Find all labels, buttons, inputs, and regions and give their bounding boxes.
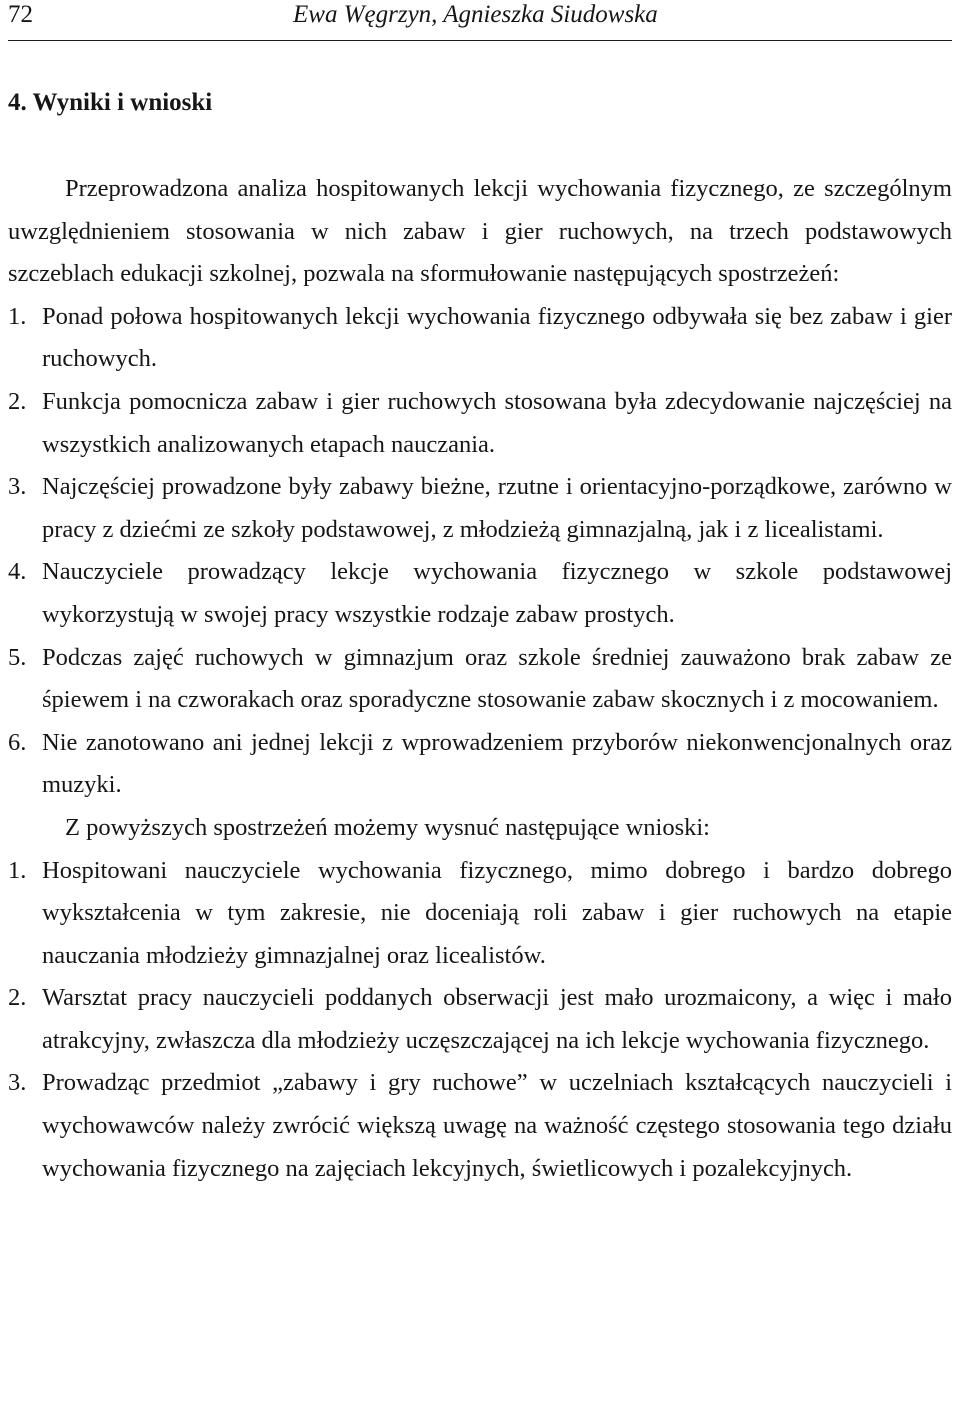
list-item-text: Ponad połowa hospitowanych lekcji wychowania fizycznego odbywała się bez zabaw i gier ruchowych. bbox=[42, 302, 952, 373]
list-item-text: Warsztat pracy nauczycieli poddanych obserwacji jest mało urozmaicony, a więc i mało atrakcyjny, zwłaszcza dla młodzieży uczęszczającej na ich lekcje wychowania fizycznego. bbox=[42, 984, 952, 1054]
list-item-text: Hospitowani nauczyciele wychowania fizycznego, mimo dobrego i bardzo dobrego wykształcenia w tym zakresie, nie doceniają roli zabaw i gier ruchowych na etapie nauczania młodzieży gimnazjalnej oraz licealistów. bbox=[42, 856, 952, 969]
list-item bbox=[8, 551, 952, 636]
list-item-text: Nie zanotowano ani jednej lekcji z wprowadzeniem przyborów niekonwencjonalnych oraz muzyki. bbox=[42, 728, 952, 799]
list-item bbox=[8, 850, 952, 978]
list-item bbox=[8, 977, 952, 1062]
conclusions-list bbox=[8, 850, 952, 1191]
list-item bbox=[8, 722, 952, 807]
list-item-text: Prowadząc przedmiot „zabawy i gry ruchowe” w uczelniach kształcących nauczycieli i wychowawców należy zwrócić większą uwagę na ważność częstego stosowania tego działu wychowania fizycznego na zajęciach lekcyjnych, świetlicowych i pozalekcyjnych. bbox=[42, 1069, 952, 1182]
list-item-number: 5. bbox=[8, 643, 27, 671]
running-head: Ewa Węgrzyn, Agnieszka Siudowska bbox=[293, 1, 658, 28]
page-number: 72 bbox=[8, 1, 33, 28]
list-item-text: Nauczyciele prowadzący lekcje wychowania fizycznego w szkole podstawowej wykorzystują w swojej pracy wszystkie rodzaje zabaw prostych. bbox=[42, 558, 952, 628]
section-title: 4. Wyniki i wnioski bbox=[8, 89, 213, 116]
list-item-number: 1. bbox=[8, 302, 27, 330]
list-item-text: Podczas zajęć ruchowych w gimnazjum oraz szkole średniej zauważono brak zabaw ze śpiewem i na czworakach oraz sporadyczne stosowanie zabaw skocznych i z mocowaniem. bbox=[42, 643, 952, 714]
list-item bbox=[8, 296, 952, 381]
list-item-number: 1. bbox=[8, 856, 27, 884]
page-header bbox=[8, 0, 952, 41]
list-item-number: 6. bbox=[8, 728, 27, 756]
intro-paragraph: Przeprowadzona analiza hospitowanych lekcji wychowania fizycznego, ze szczególnym uwzględnieniem stosowania w nich zabaw i gier ruchowych, na trzech podstawowych szczeblach edukacji szkolnej, pozwala na sformułowanie następujących spostrzeżeń: bbox=[8, 175, 952, 288]
body-text bbox=[8, 168, 952, 1190]
list-item-number: 2. bbox=[8, 984, 27, 1012]
list-item bbox=[8, 637, 952, 722]
list-item-number: 3. bbox=[8, 1069, 27, 1097]
list-item bbox=[8, 381, 952, 466]
list-item bbox=[8, 1062, 952, 1190]
list-item-text: Funkcja pomocnicza zabaw i gier ruchowych stosowana była zdecydowanie najczęściej na wszystkich analizowanych etapach nauczania. bbox=[42, 387, 952, 458]
list-item bbox=[8, 466, 952, 551]
list-item-text: Najczęściej prowadzone były zabawy bieżne, rzutne i orientacyjno-porządkowe, zarówno w pracy z dziećmi ze szkoły podstawowej, z młodzieżą gimnazjalną, jak i z licealistami. bbox=[42, 473, 952, 543]
list-item-number: 4. bbox=[8, 558, 27, 586]
observations-list bbox=[8, 296, 952, 807]
list-item-number: 2. bbox=[8, 387, 27, 415]
list-item-number: 3. bbox=[8, 473, 27, 501]
conclusions-intro: Z powyższych spostrzeżeń możemy wysnuć następujące wnioski: bbox=[65, 813, 710, 841]
